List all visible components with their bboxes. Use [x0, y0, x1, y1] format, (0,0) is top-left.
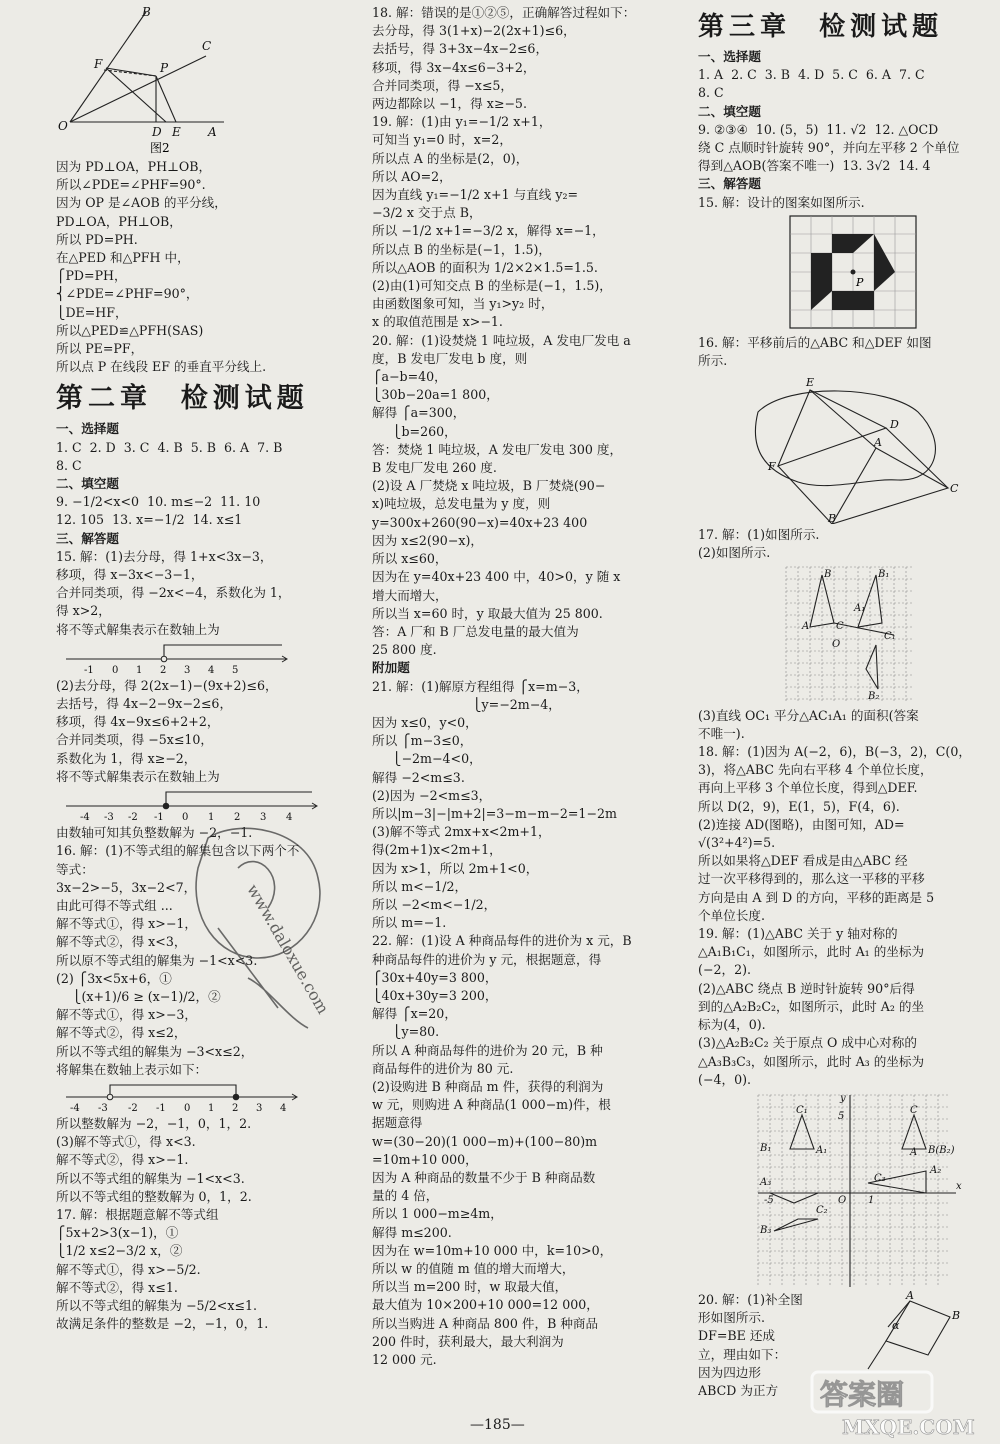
text-line: 解得 ⎧a=300， — [372, 405, 466, 421]
text-line: (3)解不等式①，得 x<3. — [56, 1134, 196, 1150]
text-line: 19. 解：(1)△ABC 关于 y 轴对称的 — [698, 926, 898, 942]
text-line: (3)直线 OC₁ 平分△AC₁A₁ 的面积(答案 — [698, 707, 919, 723]
text-line: 所以点 B 的坐标是(−1，1.5)， — [372, 241, 552, 257]
svg-text:0: 0 — [182, 812, 189, 823]
svg-text:P: P — [160, 61, 169, 75]
text-line: 所以 x≤60， — [372, 551, 448, 567]
svg-text:5: 5 — [838, 1110, 845, 1122]
text-line: 立，理由如下： — [698, 1346, 787, 1362]
text-line: 所以 ⎧m−3≤0， — [372, 733, 473, 749]
middle-column — [372, 4, 684, 1369]
text-line: 答：焚烧 1 吨垃圾，A 发电厂发电 300 度， — [372, 441, 623, 457]
text-line: 得(2m+1)x<2m+1， — [372, 842, 502, 858]
svg-text:O: O — [832, 638, 841, 650]
text-line: 移项，得 x−3x<−3−1， — [56, 567, 204, 583]
text-line: 因为在 w=10m+10 000 中，k=10>0， — [372, 1242, 613, 1258]
grid-figure-17 — [698, 565, 988, 705]
svg-text:4: 4 — [280, 1102, 287, 1113]
text-line: ⎧5x+2>3(x−1)，① — [56, 1225, 179, 1241]
text-line: ABCD 为正方 — [698, 1382, 779, 1398]
svg-text:答案圈: 答案圈 — [820, 1378, 905, 1411]
text-line: 商品每件的进价为 80 元. — [372, 1060, 514, 1076]
page-number: —185— — [470, 1417, 525, 1433]
site-watermark — [712, 1368, 994, 1440]
text-line: PD⊥OA，PH⊥OB， — [56, 213, 182, 229]
svg-text:3: 3 — [260, 812, 267, 823]
text-line: 所以不等式组的解集为 −1<x<3. — [56, 1170, 245, 1186]
text-line: 因为 x≤2(90−x)， — [372, 532, 483, 548]
text-line: 由此可得不等式组 ... — [56, 897, 173, 913]
text-line: ⎩40x+30y=3 200， — [372, 987, 498, 1003]
text-line: 答：A 厂和 B 厂总发电量的最大值为 — [372, 623, 579, 639]
text-line: 20. 解：(1)补全图 — [698, 1291, 803, 1307]
number-line-3 — [56, 1081, 306, 1113]
svg-text:-3: -3 — [98, 1102, 108, 1113]
text-line: B 发电厂发电 260 度. — [372, 460, 497, 476]
text-line: 解得 ⎧x=20， — [372, 1006, 457, 1022]
svg-text:1: 1 — [208, 1102, 215, 1113]
text-line: 22. 解：(1)设 A 种商品每件的进价为 x 元，B — [372, 933, 632, 949]
text-line: 形如图所示. — [698, 1310, 765, 1326]
text-line: 因为 x>1，所以 2m+1<0， — [372, 860, 539, 876]
text-line: 最大值为 10×200+10 000=12 000， — [372, 1297, 599, 1313]
text-line: 据题意得 — [372, 1115, 423, 1131]
svg-text:MXQE.COM: MXQE.COM — [842, 1415, 975, 1439]
svg-text:D: D — [890, 418, 899, 432]
svg-text:B₃: B₃ — [760, 1224, 772, 1236]
svg-text:O: O — [58, 119, 68, 133]
text-line: 所以△AOB 的面积为 1/2×2×1.5=1.5. — [372, 259, 598, 275]
text-line: 解得 −2<m≤3. — [372, 769, 465, 785]
text-line: 合并同类项，得 −x≤5， — [372, 77, 513, 93]
text-line: −3/2 x 交于点 B， — [372, 205, 482, 221]
text-line: 将解集在数轴上表示如下： — [56, 1061, 208, 1077]
text-line: 所以整数解为 −2，−1，0，1，2. — [56, 1115, 252, 1131]
svg-text:A₃: A₃ — [760, 1176, 772, 1188]
coordinate-figure-19 — [698, 1091, 988, 1289]
svg-text:x: x — [956, 1180, 962, 1192]
text-line: 所以 PD=PH. — [56, 231, 138, 247]
text-line: 附加题 — [372, 660, 410, 676]
text-line: 所以 A 种商品每件的进价为 20 元，B 种 — [372, 1042, 603, 1058]
svg-text:O: O — [838, 1194, 847, 1206]
svg-text:B: B — [142, 6, 151, 19]
text-line: (2)设购进 B 种商品 m 件，获得的利润为 — [372, 1078, 604, 1094]
solution-lines — [372, 4, 684, 1369]
text-line: (−4，0). — [698, 1071, 752, 1087]
text-line: 合并同类项，得 −2x<−4，系数化为 1， — [56, 585, 291, 601]
text-line: 去分母，得 3(1+x)−2(2x+1)≤6， — [372, 23, 576, 39]
svg-text:0: 0 — [112, 664, 119, 675]
text-line: w 元，则购进 A 种商品(1 000−m)件，根 — [372, 1097, 611, 1113]
svg-text:D: D — [152, 125, 162, 139]
svg-text:B₂: B₂ — [868, 690, 880, 702]
svg-text:-4: -4 — [70, 1102, 80, 1113]
text-line: x 的取值范围是 x>−1. — [372, 314, 503, 330]
answer-lines — [56, 420, 348, 638]
answer-lines — [698, 707, 994, 1089]
svg-text:-1: -1 — [154, 812, 164, 823]
chapter-title: 第三章 检测试题 — [698, 12, 944, 42]
section-heading: 三、解答题 — [56, 530, 119, 546]
text-line: (2)去分母，得 2(2x−1)−(9x+2)≤6， — [56, 677, 278, 693]
text-line: 25 800 度. — [372, 642, 437, 658]
text-line: 因为 PD⊥OA，PH⊥OB， — [56, 159, 212, 174]
text-line: (−2，2). — [698, 962, 752, 978]
text-line: 所以不等式组的解集为 −3<x≤2， — [56, 1043, 254, 1059]
text-line: 解不等式②，得 x≤1. — [56, 1279, 178, 1295]
text-line: 由数轴可知其负整数解为 −2，−1. — [56, 825, 253, 841]
text-line: 解不等式②，得 x≤2， — [56, 1025, 187, 1041]
svg-text:C₂: C₂ — [816, 1204, 828, 1216]
text-line: ⎧a−b=40， — [372, 369, 447, 385]
answer-lines — [698, 526, 994, 562]
svg-text:1: 1 — [208, 812, 215, 823]
svg-text:A: A — [208, 125, 217, 139]
svg-text:A: A — [906, 1290, 914, 1302]
svg-text:-2: -2 — [128, 812, 138, 823]
svg-text:A: A — [874, 436, 882, 450]
text-line: 去括号，得 4x−2−9x−2≤6， — [56, 696, 233, 712]
text-line: (2)△ABC 绕点 B 逆时针旋转 90°后得 — [698, 980, 915, 996]
text-line: 19. 解：(1)由 y₁=−1/2 x+1， — [372, 114, 552, 130]
text-line: 过一次平移得到的，那么这一平移的平移 — [698, 871, 925, 887]
text-line: (2)如图所示. — [698, 545, 771, 561]
text-line: w=(30−20)(1 000−m)+(100−80)m — [372, 1133, 598, 1149]
svg-text:-2: -2 — [128, 1102, 138, 1113]
text-line: (2) ⎧3x<5x+6，① — [56, 970, 172, 986]
text-line: △A₁B₁C₁，如图所示，此时 A₁ 的坐标为 — [698, 944, 925, 960]
text-line: 两边都除以 −1，得 x≥−5. — [372, 96, 527, 112]
text-line: 将不等式解集表示在数轴上为 — [56, 768, 220, 784]
left-column — [56, 4, 348, 1333]
text-line: 8. C — [56, 457, 82, 473]
text-line: √(3²+4²)=5. — [698, 835, 776, 851]
svg-text:2: 2 — [232, 1102, 239, 1113]
text-line: 标为(4，0). — [698, 1017, 766, 1033]
text-line: (2)由(1)可知交点 B 的坐标是(−1，1.5)， — [372, 278, 612, 294]
text-line: 量的 4 倍， — [372, 1188, 439, 1204]
svg-text:A: A — [802, 620, 810, 632]
number-line-1 — [56, 641, 296, 675]
text-line: ⎩1/2 x≤2−3/2 x，② — [56, 1243, 183, 1259]
text-line: 21. 解：(1)解原方程组得 ⎧x=m−3， — [372, 678, 589, 694]
svg-text:1: 1 — [868, 1194, 875, 1206]
svg-text:B₁: B₁ — [760, 1142, 772, 1154]
text-line: 所以△PED≌△PFH(SAS) — [56, 322, 204, 338]
text-line: 所以 w 的值随 m 值的增大而增大， — [372, 1261, 575, 1277]
chapter-title: 第二章 检测试题 — [56, 383, 309, 415]
text-line: 个单位长度. — [698, 907, 765, 923]
text-line: ⎩(x+1)/6 ≥ (x−1)/2，② — [56, 988, 221, 1004]
text-line: 因为 A 种商品的数量不少于 B 种商品数 — [372, 1170, 596, 1185]
handwritten-stamp — [178, 808, 338, 1038]
text-line: ⎨∠PDE=∠PHF=90°， — [56, 286, 199, 302]
text-line: (2)连接 AD(图略)，由图可知，AD= — [698, 816, 905, 832]
text-line: △A₃B₃C₃，如图所示，此时 A₃ 的坐标为 — [698, 1053, 925, 1069]
text-line: 由函数图象可知，当 y₁>y₂ 时， — [372, 296, 554, 312]
svg-text:E: E — [806, 376, 815, 390]
text-line: 所以 −1/2 x+1=−3/2 x，解得 x=−1， — [372, 223, 605, 239]
text-line: 17. 解：(1)如图所示. — [698, 527, 820, 543]
text-line: 3)，将△ABC 先向右平移 4 个单位长度， — [698, 762, 933, 778]
text-line: 移项，得 3x−4x≤6−3+2， — [372, 59, 536, 75]
svg-text:4: 4 — [208, 664, 215, 675]
text-line: 故满足条件的整数是 −2，−1，0，1. — [56, 1316, 269, 1332]
section-heading: 一、选择题 — [698, 49, 761, 64]
text-line: 所以 D(2，9)，E(1，5)，F(4，6). — [698, 798, 900, 814]
svg-text:1: 1 — [136, 664, 143, 675]
svg-text:0: 0 — [184, 1102, 191, 1113]
text-line: 所以 m=−1. — [372, 915, 447, 931]
svg-text:C: C — [910, 1104, 918, 1116]
text-line: 17. 解：根据题意解不等式组 — [56, 1206, 219, 1222]
right-column — [698, 4, 994, 1400]
text-line: y=300x+260(90−x)=40x+23 400 — [372, 514, 588, 530]
solution-lines — [56, 158, 348, 376]
text-line: 所以如果将△DEF 看成是由△ABC 经 — [698, 853, 908, 869]
svg-text:2: 2 — [234, 812, 241, 823]
text-line: 18. 解：(1)因为 A(−2，6)，B(−3，2)，C(0， — [698, 744, 971, 760]
section-heading: 三、解答题 — [698, 176, 761, 192]
text-line: 12. 105 13. x=−1/2 14. x≤1 — [56, 512, 243, 528]
text-line: 所以∠PDE=∠PHF=90°. — [56, 177, 206, 193]
text-line: 200 件时，获利最大，最大利润为 — [372, 1333, 564, 1349]
svg-text:-4: -4 — [80, 812, 90, 823]
svg-text:y: y — [840, 1092, 846, 1104]
svg-text:-3: -3 — [104, 812, 114, 823]
text-line: 15. 解：(1)去分母，得 1+x<3x−3， — [56, 548, 273, 564]
svg-text:B: B — [952, 1308, 961, 1322]
svg-text:C: C — [836, 620, 844, 632]
svg-text:-5: -5 — [764, 1194, 774, 1206]
text-line: 可知当 y₁=0 时，x=2， — [372, 132, 512, 148]
text-line: 1. A 2. C 3. B 4. D 5. C 6. A 7. C — [698, 67, 925, 83]
text-line: 所以当购进 A 种商品 800 件，B 种商品 — [372, 1315, 599, 1331]
text-line: ⎩y=80. — [372, 1024, 440, 1040]
square-figure-20 — [848, 1291, 968, 1371]
text-line: 解不等式②，得 x>−1. — [56, 1152, 189, 1168]
text-line: 到的△A₂B₂C₂，如图所示，此时 A₂ 的坐 — [698, 998, 925, 1014]
text-line: 再向上平移 3 个单位长度，得到△DEF. — [698, 780, 918, 796]
text-line: 在△PED 和△PFH 中， — [56, 250, 190, 266]
svg-text:A₁: A₁ — [854, 602, 866, 614]
text-line: =10m+10 000， — [372, 1151, 478, 1167]
svg-text:5: 5 — [232, 664, 239, 675]
svg-text:4: 4 — [286, 812, 293, 823]
text-line: ⎧PD=PH， — [56, 268, 127, 284]
text-line: 度，B 发电厂发电 b 度，则 — [372, 350, 528, 366]
text-line: ⎩30b−20a=1 800， — [372, 387, 499, 403]
text-line: 系数化为 1，得 x≥−2， — [56, 750, 197, 766]
svg-text:A₂: A₂ — [930, 1164, 942, 1176]
text-line: 8. C — [698, 85, 724, 101]
svg-text:3: 3 — [256, 1102, 263, 1113]
text-line: ⎧30x+40y=3 800， — [372, 969, 498, 985]
text-line: DF=BE 还成 — [698, 1328, 776, 1344]
svg-text:www.daloxue.com: www.daloxue.com — [243, 880, 333, 1018]
svg-text:2: 2 — [160, 664, 167, 675]
text-line: 1. C 2. D 3. C 4. B 5. B 6. A 7. B — [56, 439, 283, 455]
text-line: 所以点 P 在线段 EF 的垂直平分线上. — [56, 359, 267, 375]
text-line: ⎩b=260， — [372, 423, 457, 439]
svg-text:B: B — [824, 568, 832, 580]
text-line: 所以 m<−1/2， — [372, 878, 468, 894]
answer-lines — [698, 334, 994, 370]
text-line: 等式： — [56, 861, 94, 877]
svg-text:F: F — [768, 460, 776, 474]
svg-text:B: B — [828, 512, 837, 525]
svg-text:-1: -1 — [84, 664, 94, 675]
section-heading: 二、填空题 — [56, 476, 119, 492]
text-line: 解不等式①，得 x>−1， — [56, 916, 197, 932]
text-line: 所以原不等式组的解集为 −1<x<3. — [56, 952, 258, 968]
text-line: 种商品每件的进价为 y 元，根据题意，得 — [372, 951, 602, 967]
text-line: 16. 解：平移前后的△ABC 和△DEF 如图 — [698, 334, 932, 350]
text-line: 所示. — [698, 353, 728, 369]
svg-text:-1: -1 — [156, 1102, 166, 1113]
text-line: 所以当 x=60 时，y 取最大值为 25 800. — [372, 605, 603, 621]
svg-text:C: C — [950, 482, 959, 496]
text-line: 所以 −2<m<−1/2， — [372, 896, 497, 912]
svg-text:E: E — [172, 125, 181, 139]
svg-text:F: F — [94, 57, 103, 71]
text-line: 解不等式①，得 x>−5/2. — [56, 1261, 201, 1277]
translation-figure — [698, 372, 988, 524]
solution-lines — [56, 1115, 348, 1333]
svg-text:C₃: C₃ — [874, 1172, 886, 1184]
text-line: 得到△AOB(答案不唯一) 13. 3√2 14. 4 — [698, 158, 931, 174]
svg-text:图2: 图2 — [150, 141, 170, 155]
text-line: (2)因为 −2<m≤3， — [372, 787, 492, 803]
text-line: 所以 PE=PF， — [56, 341, 144, 357]
text-line: 去括号，得 3+3x−4x−2≤6， — [372, 41, 549, 57]
text-line: 因为 OP 是∠AOB 的平分线， — [56, 195, 227, 211]
text-line: 所以不等式组的整数解为 0，1，2. — [56, 1188, 252, 1204]
text-line: 得 x>2， — [56, 603, 111, 619]
text-line: 增大而增大， — [372, 587, 448, 603]
text-line: 所以点 A 的坐标是(2，0)， — [372, 150, 529, 166]
section-heading: 一、选择题 — [56, 421, 119, 437]
answer-lines — [698, 48, 994, 212]
svg-text:α: α — [892, 1318, 900, 1332]
text-line: x)吨垃圾，总发电量为 y 度，则 — [372, 496, 551, 512]
text-line: 因为直线 y₁=−1/2 x+1 与直线 y₂= — [372, 187, 579, 203]
text-line: 9. ②③④ 10. (5，5) 11. √2 12. △OCD — [698, 121, 939, 137]
text-line: 所以|m−3|−|m+2|=3−m−m−2=1−2m — [372, 805, 617, 821]
solution-lines — [56, 677, 348, 786]
svg-text:A: A — [910, 1146, 918, 1158]
angle-bisector-figure — [56, 6, 236, 156]
svg-text:B(B₂): B(B₂) — [928, 1144, 955, 1156]
text-line: 20. 解：(1)设焚烧 1 吨垃圾，A 发电厂发电 a — [372, 332, 631, 348]
svg-text:3: 3 — [184, 664, 191, 675]
text-line: 解不等式①，得 x>−3， — [56, 1007, 197, 1023]
text-line: 3x−2>−5，3x−2<7， — [56, 879, 197, 895]
text-line: 16. 解：(1)不等式组的解集包含以下两个不 — [56, 843, 300, 859]
svg-text:B₁: B₁ — [878, 568, 890, 580]
text-line: 12 000 元. — [372, 1352, 437, 1368]
svg-text:C: C — [202, 39, 212, 53]
text-line: ⎩−2m−4<0， — [372, 751, 482, 767]
text-line: 不唯一). — [698, 725, 745, 741]
text-line: 移项，得 4x−9x≤6+2+2， — [56, 714, 220, 730]
section-heading: 二、填空题 — [698, 103, 761, 119]
text-line: 所以 AO=2， — [372, 168, 452, 184]
text-line: (3)△A₂B₂C₂ 关于原点 O 成中心对称的 — [698, 1035, 917, 1051]
text-line: 9. −1/2<x<0 10. m≤−2 11. 10 — [56, 494, 261, 510]
text-line: 方向是由 A 到 D 的方向，平移的距离是 5 — [698, 889, 935, 905]
text-line: (2)设 A 厂焚烧 x 吨垃圾，B 厂焚烧(90− — [372, 478, 606, 494]
text-line: 解不等式②，得 x<3， — [56, 934, 187, 950]
svg-text:C₁: C₁ — [884, 630, 896, 642]
text-line: 合并同类项，得 −5x≤10， — [56, 732, 213, 748]
text-line: 所以 1 000−m≥4m， — [372, 1206, 503, 1222]
text-line: 15. 解：设计的图案如图所示. — [698, 194, 865, 210]
svg-text:A₁: A₁ — [816, 1144, 828, 1156]
text-line: (3)解不等式 2mx+x<2m+1， — [372, 824, 551, 840]
text-line: 解得 m≤200. — [372, 1224, 452, 1240]
text-line: ⎩DE=HF， — [56, 304, 128, 320]
text-line: 因为四边形 — [698, 1364, 761, 1380]
text-line: 因为在 y=40x+23 400 中，40>0，y 随 x — [372, 569, 621, 585]
text-line: 18. 解：错误的是①②⑤，正确解答过程如下： — [372, 5, 636, 20]
text-line: 所以当 m=200 时，w 取最大值， — [372, 1279, 568, 1295]
text-line: 所以不等式组的解集为 −5/2<x≤1. — [56, 1297, 257, 1313]
text-line: 绕 C 点顺时针旋转 90°，并向左平移 2 个单位 — [698, 140, 960, 156]
text-line: ⎩y=−2m−4， — [372, 696, 561, 712]
svg-text:C₁: C₁ — [796, 1104, 808, 1116]
text-line: 将不等式解集表示在数轴上为 — [56, 621, 220, 637]
svg-text:P: P — [856, 275, 864, 289]
text-line: 因为 x≤0，y<0， — [372, 714, 478, 730]
pinwheel-figure — [698, 214, 988, 332]
